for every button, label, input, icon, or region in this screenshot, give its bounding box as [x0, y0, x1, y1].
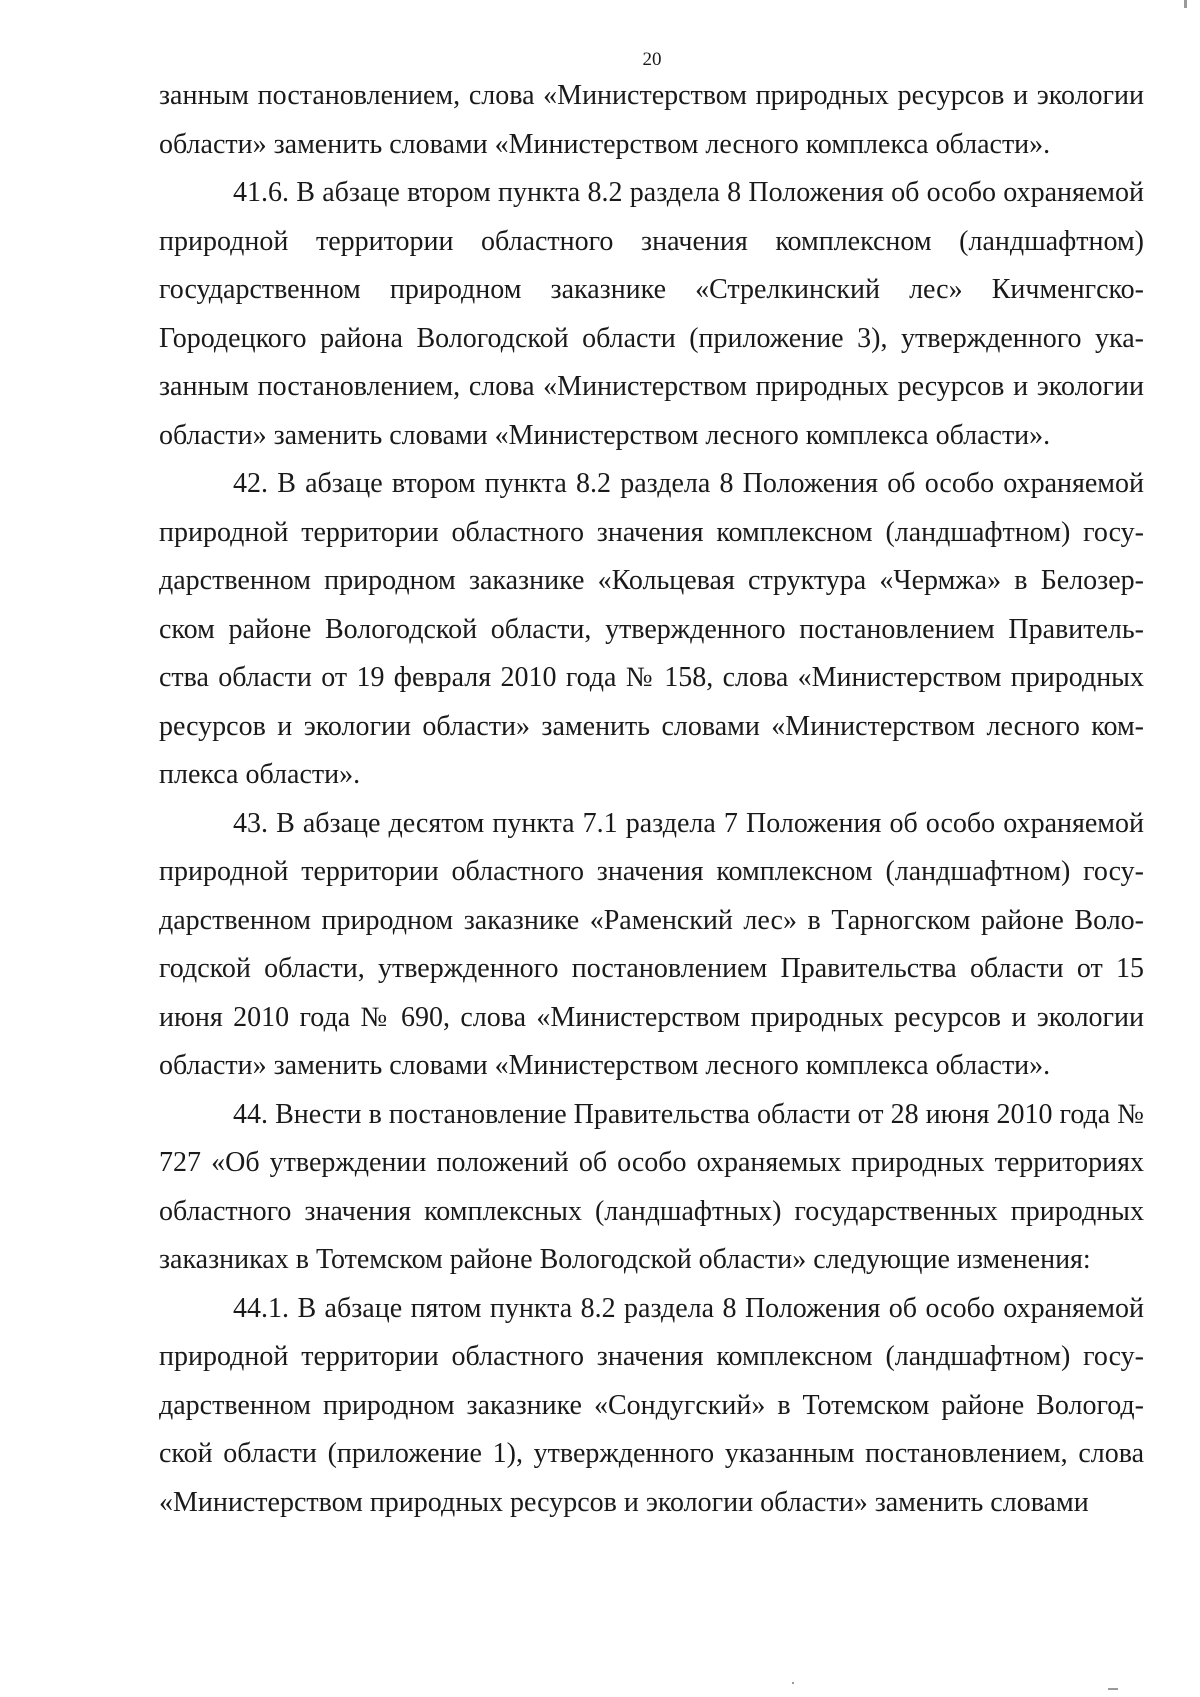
scan-mark-top-right	[1184, 0, 1187, 8]
paragraph-44: 44. Внести в постановление Правительства области от 28 июня 2010 года № 727 «Об утверждении положений об особо охраняемых природных территориях областного значения комплексных (ландшафтных) государственных природных заказниках в Тотемском районе Вологодской области» следующие изменения:	[159, 1098, 1144, 1275]
paragraph-44-1: 44.1. В абзаце пятом пункта 8.2 раздела 8 Положения об особо охраняемой природной территории областного значения комплексном (ландшафтном) государственном природном заказнике «Сондугский» в Тотемском районе Вологодской области (приложение 1), утвержденного указанным постановлением, слова «Министерством природных ресурсов и экологии области» заменить словами	[159, 1292, 1144, 1518]
scan-mark-bottom-center	[792, 1682, 794, 1684]
page-number: 20	[642, 49, 662, 70]
paragraph-41-6: 41.6. В абзаце втором пункта 8.2 раздела 8 Положения об особо охраняемой природной территории областного значения комплексном (ландшафтном) государственном природном заказнике «Стрелкинский лес» Кичменгско-Городецкого района Вологодской области (приложение 3), утвержденного указанным постановлением, слова «Министерством природных ресурсов и экологии области» заменить словами «Министерством лесного комплекса области».	[159, 177, 1144, 451]
paragraph-43: 43. В абзаце десятом пункта 7.1 раздела 7 Положения об особо охраняемой природной территории областного значения комплексном (ландшафтном) государственном природном заказнике «Раменский лес» в Тарногском районе Вологодской области, утвержденного постановлением Правительства области от 15 июня 2010 года № 690, слова «Министерством природных ресурсов и экологии области» заменить словами «Министерством лесного комплекса области».	[159, 807, 1144, 1081]
document-body	[159, 72, 1144, 1527]
paragraph-42: 42. В абзаце втором пункта 8.2 раздела 8 Положения об особо охраняемой природной территории областного значения комплексном (ландшафтном) государственном природном заказнике «Кольцевая структура «Чермжа» в Белозерском районе Вологодской области, утвержденного постановлением Правительства области от 19 февраля 2010 года № 158, слова «Министерством природных ресурсов и экологии области» заменить словами «Министерством лесного комплекса области».	[159, 468, 1144, 790]
paragraph-continuation: занным постановлением, слова «Министерством природных ресурсов и экологии области» заменить словами «Министерством лесного комплекса области».	[159, 80, 1144, 160]
scan-mark-bottom-right	[1108, 1688, 1118, 1690]
